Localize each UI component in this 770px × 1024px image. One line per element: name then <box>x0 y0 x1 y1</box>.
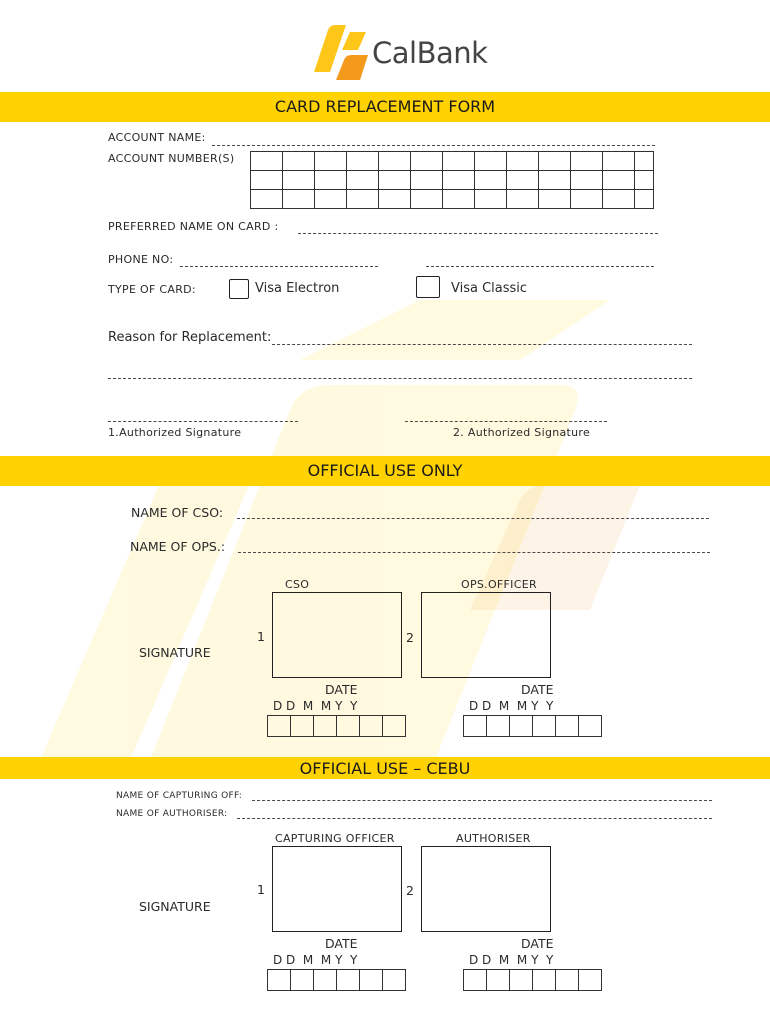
capturing-officer-label: CAPTURING OFFICER <box>275 832 395 845</box>
phone-field-1[interactable] <box>180 266 378 267</box>
preferred-name-field[interactable] <box>298 233 658 234</box>
account-number-row <box>251 171 654 190</box>
phone-field-2[interactable] <box>426 266 654 267</box>
account-name-field[interactable] <box>212 145 655 146</box>
calbank-logo <box>306 22 496 84</box>
cebu-signature-label: SIGNATURE <box>139 899 211 914</box>
form-title: CARD REPLACEMENT FORM <box>274 97 496 116</box>
phone-label: PHONE NO: <box>108 253 174 266</box>
type-of-card-label: TYPE OF CARD: <box>108 283 196 296</box>
account-number-grid[interactable] <box>250 151 654 209</box>
ops-officer-signature-box[interactable] <box>421 592 551 678</box>
cebu-date-label-2: DATE <box>521 936 554 951</box>
cebu-date-format-1: D D M M Y Y <box>273 953 358 967</box>
signature-label: SIGNATURE <box>139 645 211 660</box>
date-format-1: D D M M Y Y <box>273 699 358 713</box>
official-use-cebu-title: OFFICIAL USE – CEBU <box>299 759 471 778</box>
ops-officer-label: OPS.OFFICER <box>461 578 537 591</box>
authoriser-name-field[interactable] <box>237 818 712 819</box>
cebu-date-label-1: DATE <box>325 936 358 951</box>
name-of-ops-field[interactable] <box>238 552 710 553</box>
date-label-1: DATE <box>325 682 358 697</box>
date-format-2: D D M M Y Y <box>469 699 554 713</box>
cso-signature-box[interactable] <box>272 592 402 678</box>
authoriser-label: AUTHORISER <box>456 832 531 845</box>
official-use-title: OFFICIAL USE ONLY <box>307 461 463 480</box>
date-boxes-1[interactable] <box>267 715 406 737</box>
preferred-name-label: PREFERRED NAME ON CARD : <box>108 220 279 233</box>
capturing-off-field[interactable] <box>252 800 712 801</box>
cso-label: CSO <box>285 578 310 591</box>
logo-brand-text: CalBank <box>372 36 488 70</box>
visa-classic-checkbox[interactable] <box>416 276 440 298</box>
cebu-date-boxes-1[interactable] <box>267 969 406 991</box>
authoriser-name-label: NAME OF AUTHORISER: <box>116 809 228 819</box>
account-number-row <box>251 152 654 171</box>
name-of-cso-label: NAME OF CSO: <box>131 505 224 520</box>
visa-electron-label: Visa Electron <box>255 281 340 296</box>
signature-box-1-number: 1 <box>257 629 265 644</box>
authorized-signature-2-field[interactable] <box>405 421 607 422</box>
authorized-signature-2-label: 2. Authorized Signature <box>453 426 591 439</box>
date-label-2: DATE <box>521 682 554 697</box>
capturing-officer-signature-box[interactable] <box>272 846 402 932</box>
cebu-box-1-number: 1 <box>257 882 265 897</box>
reason-field-2[interactable] <box>108 378 692 379</box>
calbank-logo-mark <box>306 22 370 84</box>
signature-box-2-number: 2 <box>406 630 414 645</box>
account-number-row <box>251 190 654 209</box>
name-of-cso-field[interactable] <box>237 518 709 519</box>
account-number-label: ACCOUNT NUMBER(S) <box>108 152 235 165</box>
authorized-signature-1-field[interactable] <box>108 421 298 422</box>
cebu-date-format-2: D D M M Y Y <box>469 953 554 967</box>
date-boxes-2[interactable] <box>463 715 602 737</box>
name-of-ops-label: NAME OF OPS.: <box>130 539 226 554</box>
authoriser-signature-box[interactable] <box>421 846 551 932</box>
cebu-date-boxes-2[interactable] <box>463 969 602 991</box>
visa-electron-checkbox[interactable] <box>229 279 249 299</box>
reason-field-1[interactable] <box>272 344 692 345</box>
visa-classic-label: Visa Classic <box>451 281 528 296</box>
account-name-label: ACCOUNT NAME: <box>108 131 206 144</box>
reason-label: Reason for Replacement: <box>108 330 272 345</box>
capturing-off-label: NAME OF CAPTURING OFF: <box>116 791 243 801</box>
authorized-signature-1-label: 1.Authorized Signature <box>108 426 242 439</box>
cebu-box-2-number: 2 <box>406 883 414 898</box>
